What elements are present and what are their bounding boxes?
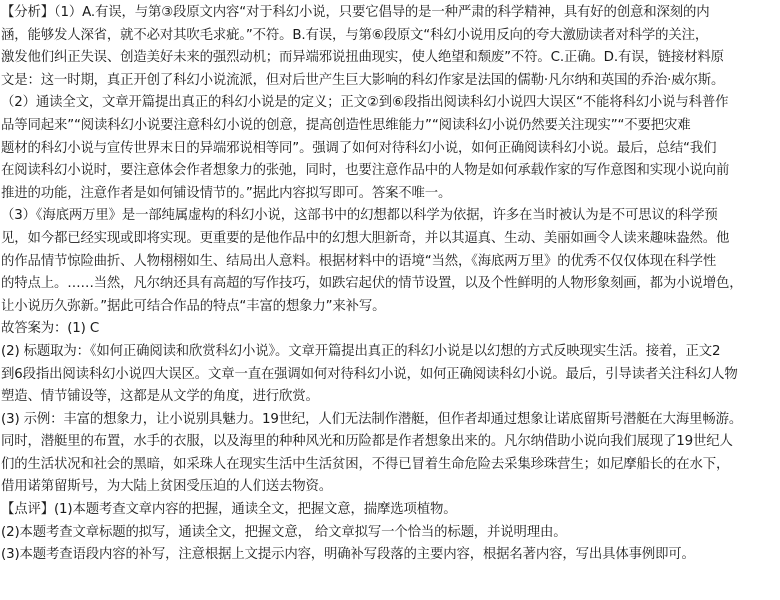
text-line: 【分析】（1）A.有误，与第③段原文内容“对于科幻小说，只要它倡导的是一种严肃的科学精神，具有好的创意和深刻的内 [1, 5, 710, 20]
comment-line: 【点评】(1)本题考查文章内容的把握，通读全文，把握文意，揣摩选项植物。 [1, 502, 457, 518]
text-line: 见，如今都已经实现或即将实现。更重要的是他作品中的幻想大胆新奇，并以其逼真、生动、美丽如画令人读来趣味盎然。他 [1, 230, 730, 246]
comment-line: (2)本题考查文章标题的拟写，通读全文，把握文意， 给文章拟写一个恰当的标题，并说明理由。 [1, 524, 567, 540]
text-line: 品等同起来”“阅读科幻小说要注意科幻小说的创意，提高创造性思维能力”“阅读科幻小说仍然要关注现实”“不要把灾难 [1, 117, 691, 133]
text-line: 到6段指出阅读科幻小说四大误区。文章一直在强调如何对待科幻小说，如何正确阅读科幻小说。最后，引导读者关注科幻人物 [1, 366, 738, 382]
text-line: 涵，能够发人深省，就不必对其吹毛求疵。”不符。B.有误，与第⑥段原文“科幻小说用反向的夸大激励读者对科学的关注， [1, 27, 709, 43]
text-line: 的作品情节惊险曲折、人物栩栩如生、结局出人意料。根据材料中的语境“当然，《海底两万里》的优秀不仅仅体现在科学性 [1, 253, 717, 269]
text-line: 在阅读科幻小说时，要注意体会作者想象力的张弛，同时，也要注意作品中的人物是如何承载作家的写作意图和实现小说向前 [1, 163, 730, 179]
comment-line: (3)本题考查语段内容的补写，注意根据上文提示内容，明确补写段落的主要内容，根据名著内容，写出具体事例即可。 [1, 547, 695, 563]
text-line: 让小说历久弥新。”据此可结合作品的特点“丰富的想象力”来补写。 [1, 298, 386, 314]
text-line: (3) 示例：丰富的想象力，让小说别具魅力。19世纪，人们无法制作潜艇，但作者却通过想象让诺底留斯号潜艇在大海里畅游。 [1, 411, 743, 427]
text-line: (2) 标题取为：《如何正确阅读和欣赏科幻小说》。文章开篇提出真正的科幻小说是以幻想的方式反映现实生活。接着，正文2 [1, 343, 721, 359]
answer-document [0, 2, 776, 567]
text-line: 题材的科幻小说与宣传世界末日的异端邪说相等同”。强调了如何对待科幻小说，如何正确阅读科幻小说。最后，总结“我们 [1, 140, 717, 156]
text-line: 们的生活状况和社会的黑暗，如采珠人在现实生活中生活贫困，不得已冒着生命危险去采集珍珠营生；如尼摩船长的在水下， [1, 456, 730, 472]
answer-heading: 故答案为：(1) C [1, 321, 100, 337]
text-line: 的特点上。……当然，凡尔纳还具有高超的写作技巧，如跌宕起伏的情节设置，以及个性鲜明的人物形象刻画，都为小说增色， [1, 276, 743, 292]
text-line: 塑造、情节铺设等，这都是从文学的角度，进行欣赏。 [1, 389, 319, 405]
text-line: 同时，潜艇里的布置，水手的衣服，以及海里的种种风光和历险都是作者想象出来的。凡尔纳借助小说向我们展现了19世纪人 [1, 434, 733, 450]
text-line: （2）通读全文，文章开篇提出真正的科幻小说是的定义；正文②到⑥段指出阅读科幻小说四大误区“不能将科幻小说与科普作 [1, 95, 729, 111]
text-line: （3）《海底两万里》是一部纯属虚构的科幻小说，这部书中的幻想都以科学为依据，许多在当时被认为是不可思议的科学预 [1, 208, 718, 224]
text-line: 推进的功能，注意作者是如何铺设情节的。”据此内容拟写即可。答案不唯一。 [1, 185, 452, 201]
text-line: 借用诺第留斯号，为大陆上贫困受压迫的人们送去物资。 [1, 479, 333, 495]
text-line: 激发他们纠正失误、创造美好未来的强烈动机；而异端邪说扭曲现实，使人绝望和颓废”不符。C.正确。D.有误，链接材料原 [1, 50, 724, 66]
text-line: 文是：这一时期，真正开创了科幻小说流派，但对后世产生巨大影响的科幻作家是法国的儒勒·凡尔纳和英国的乔治·威尔斯。 [1, 72, 725, 88]
